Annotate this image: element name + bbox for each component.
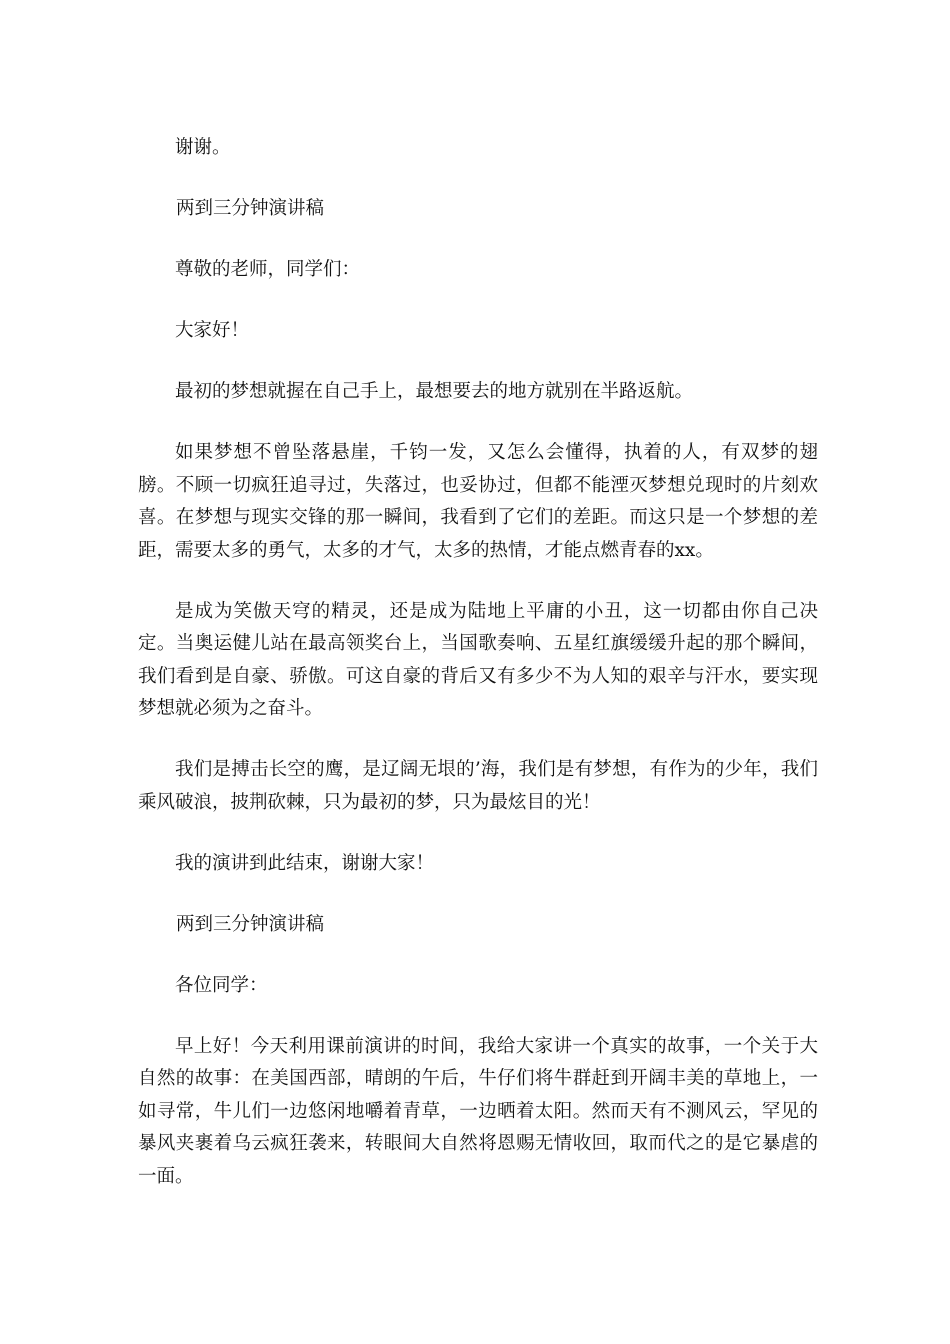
document-body bbox=[138, 132, 818, 1222]
section-heading-2: 两到三分钟演讲稿 bbox=[176, 913, 325, 935]
paragraph-closing: 我的演讲到此结束，谢谢大家！ bbox=[175, 852, 435, 874]
section-heading-1: 两到三分钟演讲稿 bbox=[176, 198, 325, 219]
paragraph-salutation-2: 各位同学： bbox=[175, 974, 268, 996]
paragraph-body: 我们是搏击长空的鹰，是辽阔无垠的’海，我们是有梦想，有作为的少年，我们乘风破浪，披荆砍棘，只为最初的梦，只为最炫目的光！ bbox=[138, 759, 818, 813]
paragraph-body: 如果梦想不曾坠落悬崖，千钧一发，又怎么会懂得，执着的人，有双梦的翅膀。不顾一切疯狂追寻过，失落过，也妥协过，但都不能湮灭梦想兑现时的片刻欢喜。在梦想与现实交锋的那一瞬间，我看到了它们的差距。而这只是一个梦想的差距，需要太多的勇气，太多的才气，太多的热情，才能点燃青春的xx。 bbox=[138, 442, 818, 561]
paragraph-salutation-1: 尊敬的老师，同学们： bbox=[175, 259, 361, 280]
paragraph-greeting-1: 大家好！ bbox=[175, 320, 250, 341]
paragraph-body: 最初的梦想就握在自己手上，最想要去的地方就别在半路返航。 bbox=[175, 381, 694, 402]
paragraph-body: 是成为笑傲天穹的精灵，还是成为陆地上平庸的小丑，这一切都由你自己决定。当奥运健儿站在最高领奖台上，当国歌奏响、五星红旗缓缓升起的那个瞬间，我们看到是自豪、骄傲。可这自豪的背后又有多少不为人知的艰辛与汗水，要实现梦想就必须为之奋斗。 bbox=[138, 600, 818, 719]
paragraph-thanks: 谢谢。 bbox=[175, 137, 231, 158]
paragraph-body: 早上好！今天利用课前演讲的时间，我给大家讲一个真实的故事，一个关于大自然的故事：在美国西部，晴朗的午后，牛仔们将牛群赶到开阔丰美的草地上，一如寻常，牛儿们一边悠闲地嚼着青草，一边晒着太阳。然而天有不测风云，罕见的暴风夹裹着乌云疯狂袭来，转眼间大自然将恩赐无情收回，取而代之的是它暴虐的一面。 bbox=[138, 1035, 818, 1187]
